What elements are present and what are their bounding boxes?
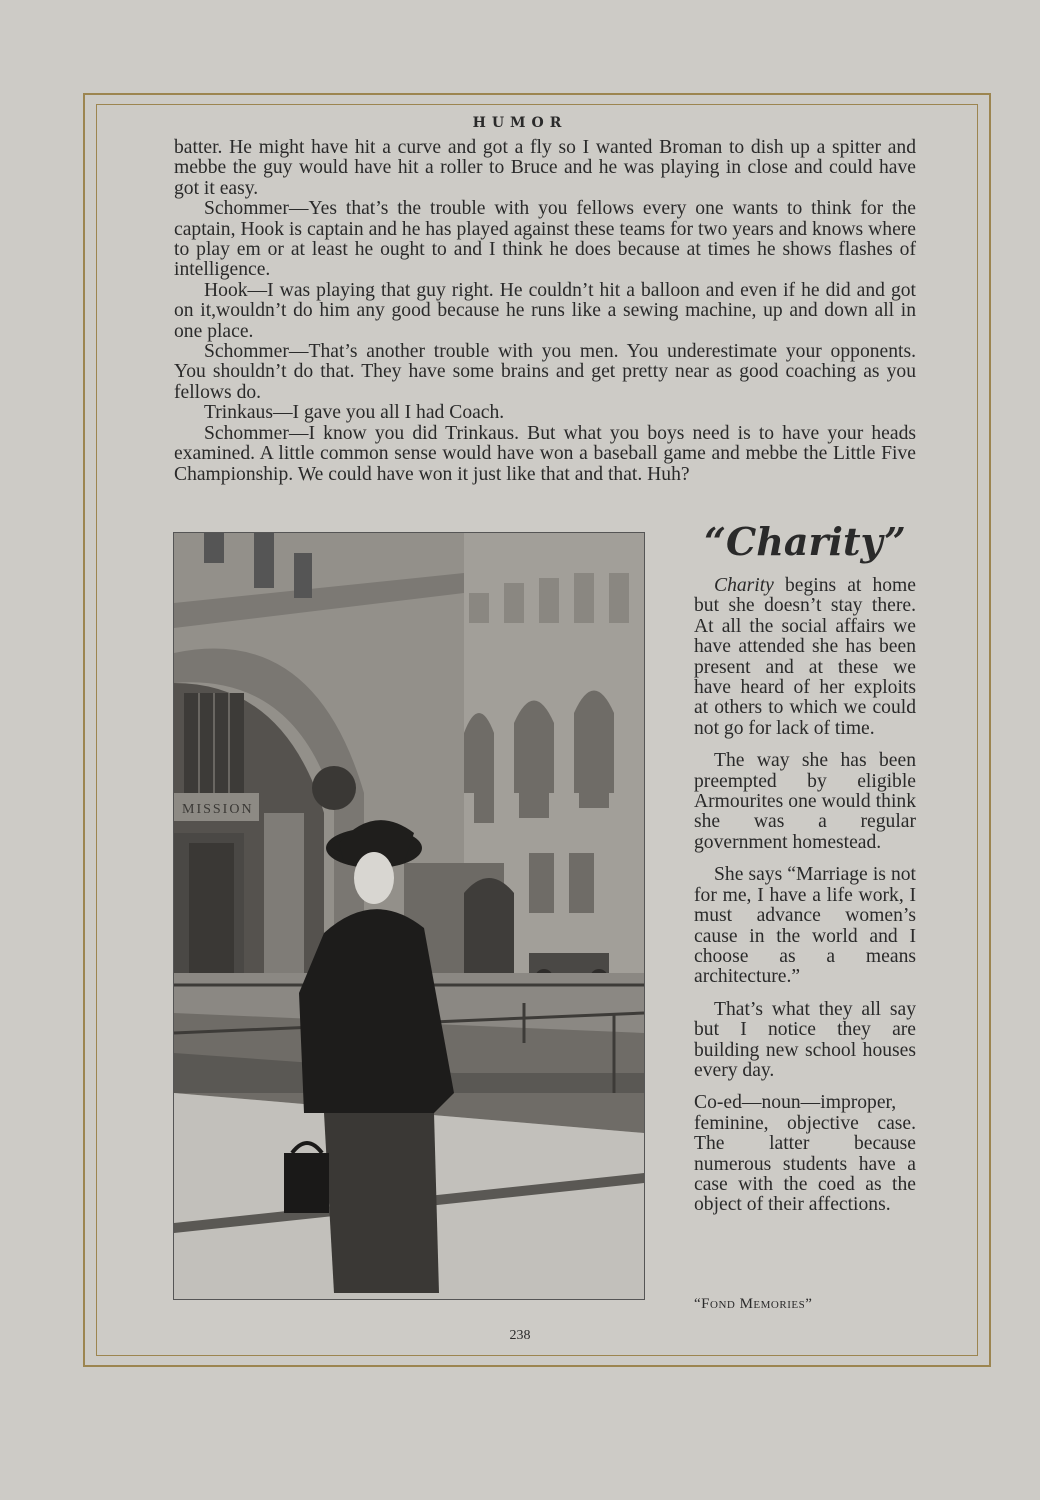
sidebar-paragraph: Co-ed—noun—improper, feminine, objective case. The latter because numerous students have a case with the coed as the object of their affections. bbox=[694, 1092, 916, 1216]
main-text bbox=[174, 138, 916, 485]
running-head: HUMOR bbox=[472, 115, 568, 131]
page-number: 238 bbox=[509, 1328, 531, 1343]
main-paragraph: Hook—I was playing that guy right. He couldn’t hit a balloon and even if he did and got on it,wouldn’t do him any good because he runs like a sewing machine, up and down all in one place. bbox=[174, 279, 916, 342]
main-paragraph: Schommer—Yes that’s the trouble with you fellows every one wants to think for the captain, Hook is captain and he has played against these teams for two years and knows where to play em or at least he ought to and I think he does because at times he shows flashes of intelligence. bbox=[174, 198, 916, 281]
photo-illustration bbox=[174, 533, 644, 1299]
photograph-woman-before-building bbox=[173, 532, 645, 1300]
sidebar-paragraph: That’s what they all say but I notice they are building new school houses every day. bbox=[694, 998, 916, 1081]
mission-sign: MISSION bbox=[182, 802, 254, 817]
sidebar-title: “Charity” bbox=[704, 519, 906, 564]
main-paragraph: Trinkaus—I gave you all I had Coach. bbox=[204, 402, 505, 424]
photo-caption: “Fond Memories” bbox=[694, 1296, 813, 1312]
main-paragraph: Schommer—That’s another trouble with you men. You underestimate your opponents. You shouldn’t do that. They have some brains and get pretty near as good coaching as you fellows do. bbox=[174, 341, 916, 403]
sidebar-paragraph: The way she has been preempted by eligible Armourites one would think she was a regular government homestead. bbox=[694, 750, 916, 853]
sidebar-paragraph bbox=[694, 576, 916, 739]
sidebar-charity bbox=[694, 520, 916, 1228]
main-paragraph: batter. He might have hit a curve and got a fly so I wanted Broman to dish up a spitter and mebbe the guy would have hit a roller to Bruce and he was playing in close and could have got it easy. bbox=[174, 137, 916, 199]
sidebar-paragraph: She says “Marriage is not for me, I have a life work, I must advance women’s cause in the world and I choose as a means architecture.” bbox=[694, 864, 916, 988]
sidebar-lead-word: Charity bbox=[714, 575, 774, 596]
main-paragraph: Schommer—I know you did Trinkaus. But what you boys need is to have your heads examined. A little common sense would have won a baseball game and mebbe the Little Five Championship. We could have won it just like that and that. Huh? bbox=[174, 422, 916, 485]
sidebar-paragraph-text: begins at home but she doesn’t stay there. At all the social affairs we have attended she has been present and at these we have heard of her exploits at others to which we could not go for lack of time. bbox=[694, 575, 916, 739]
